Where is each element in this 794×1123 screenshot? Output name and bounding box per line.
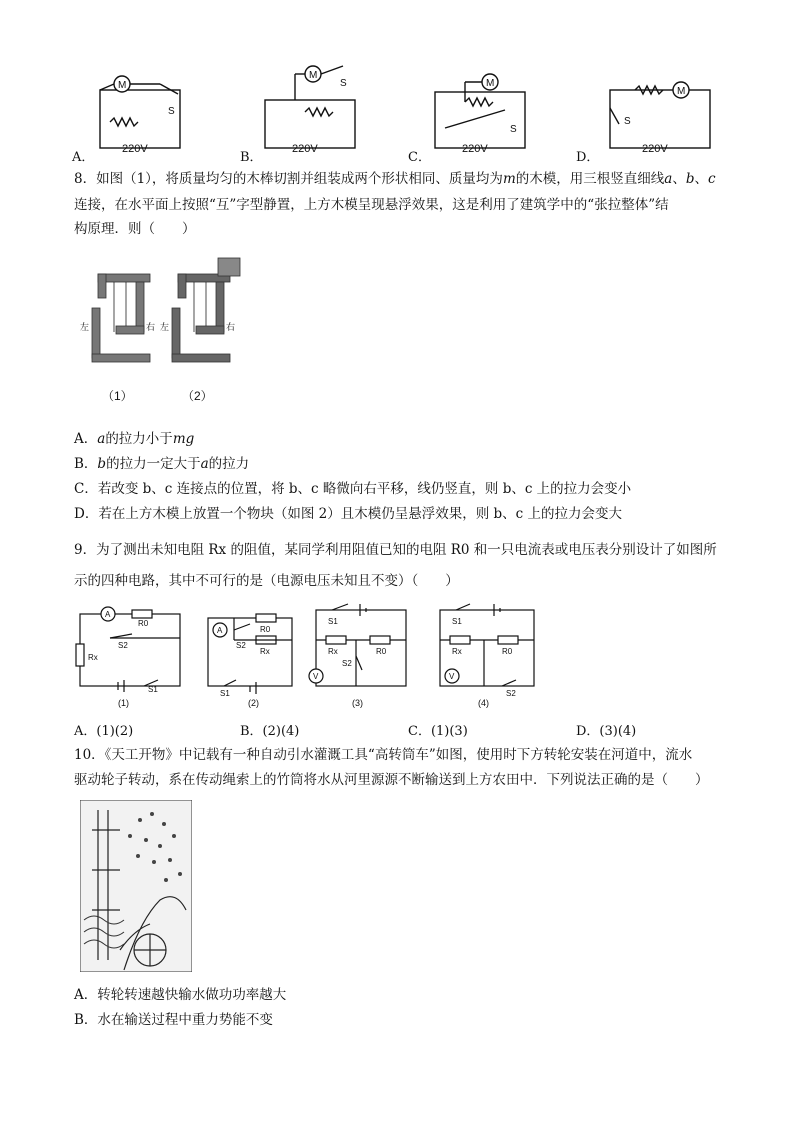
q9-option-a[interactable]: A．(1)(2) bbox=[74, 724, 134, 739]
q10-stem-line2: 驱动轮子转动，系在传动绳索上的竹筒将水从河里源源不断输送到上方农田中．下列说法正确的是（ ） bbox=[74, 772, 709, 788]
svg-text:220V: 220V bbox=[462, 143, 488, 155]
svg-text:220V: 220V bbox=[122, 143, 148, 155]
svg-text:220V: 220V bbox=[292, 143, 318, 155]
q9-stem-line2: 示的四种电路，其中不可行的是（电源电压未知且不变）（ ） bbox=[74, 573, 459, 589]
svg-text:S: S bbox=[340, 78, 347, 89]
q7-option-a[interactable]: A． bbox=[72, 150, 95, 165]
svg-text:(4): (4) bbox=[478, 698, 489, 708]
svg-text:Rx: Rx bbox=[260, 647, 270, 656]
q8-option-b[interactable]: B．b的拉力一定大于a的拉力 bbox=[74, 456, 250, 472]
q9-option-b[interactable]: B．(2)(4) bbox=[240, 724, 300, 739]
q10-stem-line1: 10．《天工开物》中记载有一种自动引水灌溉工具“高转筒车”如图，使用时下方转轮安装在河道中，流水 bbox=[74, 747, 693, 763]
svg-text:S1: S1 bbox=[452, 617, 462, 626]
svg-text:V: V bbox=[449, 672, 455, 681]
q8-option-a[interactable]: A．a的拉力小于mg bbox=[74, 431, 195, 447]
svg-text:右: 右 bbox=[146, 322, 156, 332]
svg-text:S2: S2 bbox=[506, 689, 516, 698]
svg-text:（2）: （2） bbox=[182, 389, 213, 403]
svg-text:S2: S2 bbox=[342, 659, 352, 668]
svg-text:(1): (1) bbox=[118, 698, 129, 708]
q10-option-b[interactable]: B．水在输送过程中重力势能不变 bbox=[74, 1012, 273, 1028]
circuit-d bbox=[610, 82, 710, 148]
svg-text:M: M bbox=[118, 80, 127, 91]
svg-text:（1）: （1） bbox=[102, 389, 133, 403]
svg-text:V: V bbox=[313, 672, 319, 681]
q9-stem-line1: 9．为了测出未知电阻 Rx 的阻值，某同学利用阻值已知的电阻 R0 和一只电流表或电压表分别设计了如图所 bbox=[74, 542, 717, 558]
q8-figure bbox=[78, 250, 258, 410]
svg-text:A: A bbox=[105, 610, 111, 619]
q7-option-b[interactable]: B． bbox=[240, 150, 263, 165]
svg-text:Rx: Rx bbox=[452, 647, 462, 656]
svg-text:R0: R0 bbox=[502, 647, 513, 656]
svg-text:A: A bbox=[217, 626, 223, 635]
q8-stem-line1: 8．如图（1），将质量均匀的木棒切割并组装成两个形状相同、质量均为m的木模，用三根竖直细线a、b、c bbox=[74, 171, 716, 187]
svg-text:M: M bbox=[677, 86, 686, 97]
svg-text:右: 右 bbox=[226, 322, 236, 332]
q10-option-a[interactable]: A．转轮转速越快输水做功功率越大 bbox=[74, 987, 287, 1003]
q9-option-c[interactable]: C．(1)(3) bbox=[408, 724, 468, 739]
circuit-c bbox=[435, 74, 525, 148]
svg-text:S2: S2 bbox=[118, 641, 128, 650]
svg-text:220V: 220V bbox=[642, 143, 668, 155]
q9-circuits bbox=[70, 600, 670, 712]
svg-text:(3): (3) bbox=[352, 698, 363, 708]
q8-option-d[interactable]: D．若在上方木模上放置一个物块（如图 2）且木模仍呈悬浮效果，则 b、c 上的拉力会变大 bbox=[74, 506, 622, 522]
svg-text:S: S bbox=[510, 124, 517, 135]
svg-text:左: 左 bbox=[80, 322, 90, 332]
svg-text:S: S bbox=[624, 116, 631, 127]
q7-option-c[interactable]: C． bbox=[408, 150, 431, 165]
q8-option-c[interactable]: C．若改变 b、c 连接点的位置，将 b、c 略微向右平移，线仍竖直，则 b、c 上的拉力会变小 bbox=[74, 481, 632, 497]
svg-text:M: M bbox=[309, 70, 318, 81]
q9-option-d[interactable]: D．(3)(4) bbox=[576, 724, 637, 739]
svg-text:Rx: Rx bbox=[328, 647, 338, 656]
water-wheel-woodcut-image bbox=[80, 800, 192, 972]
svg-text:Rx: Rx bbox=[88, 653, 98, 662]
q8-stem-line2: 连接，在水平面上按照“互”字型静置，上方木模呈现悬浮效果，这是利用了建筑学中的“张拉整体”结 bbox=[74, 197, 669, 213]
svg-text:(2): (2) bbox=[248, 698, 259, 708]
svg-text:左: 左 bbox=[160, 322, 170, 332]
q8-stem-line3: 构原理．则（ ） bbox=[74, 221, 196, 237]
svg-text:R0: R0 bbox=[376, 647, 387, 656]
svg-text:S2: S2 bbox=[236, 641, 246, 650]
svg-text:M: M bbox=[486, 78, 495, 89]
svg-text:S1: S1 bbox=[148, 685, 158, 694]
svg-text:S1: S1 bbox=[328, 617, 338, 626]
svg-text:S1: S1 bbox=[220, 689, 230, 698]
svg-text:R0: R0 bbox=[260, 625, 271, 634]
q7-option-d[interactable]: D． bbox=[576, 150, 600, 165]
svg-text:R0: R0 bbox=[138, 619, 149, 628]
svg-text:S: S bbox=[168, 106, 175, 117]
